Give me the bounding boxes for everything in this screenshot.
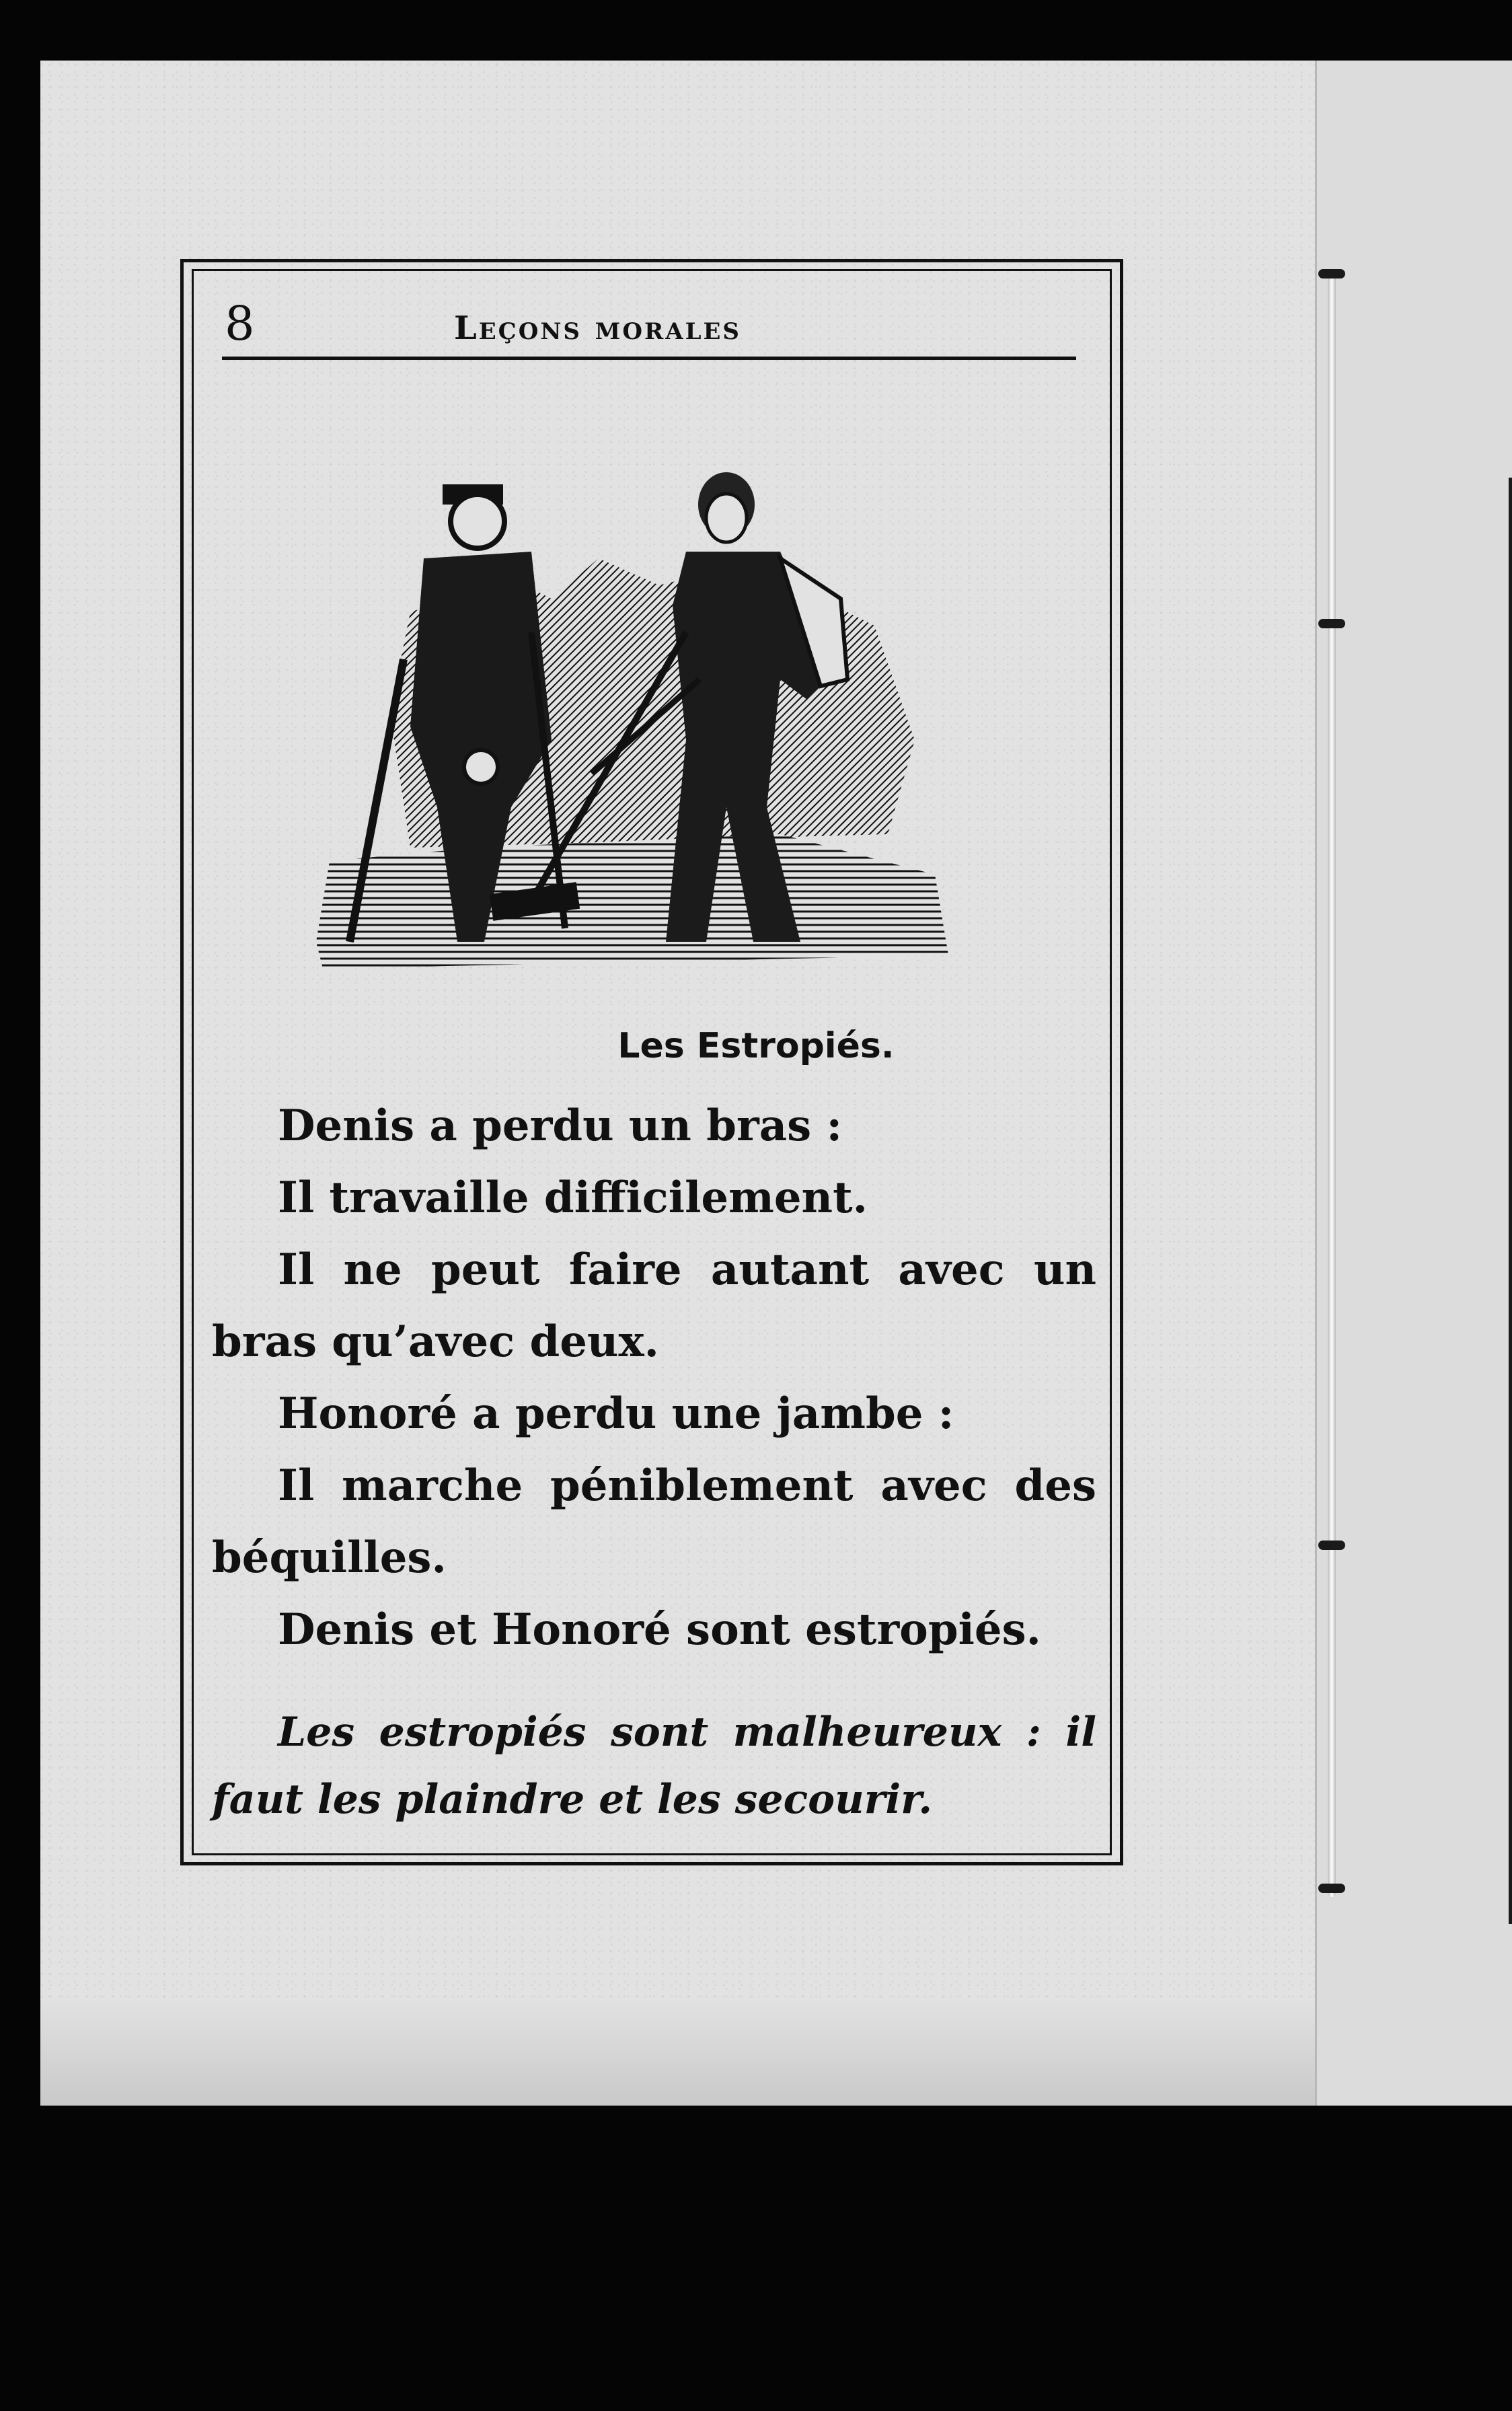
woodcut-illustration — [309, 457, 955, 982]
paragraph: Il travaille difficilement. — [278, 1173, 868, 1223]
paragraph: Honoré a perdu une jambe : — [278, 1388, 954, 1439]
running-header — [222, 296, 1076, 360]
running-title: Leçons morales — [454, 309, 741, 347]
binding-thread — [1318, 269, 1345, 1897]
paragraph: Il ne peut faire autant avec un bras qu’avec deux. — [212, 1245, 1096, 1367]
paragraph: Il marche péniblement avec des béquilles. — [212, 1460, 1096, 1583]
paragraph: Denis a perdu un bras : — [278, 1101, 843, 1151]
page-number: 8 — [225, 296, 255, 351]
paragraph: Denis et Honoré sont estropiés. — [278, 1604, 1041, 1655]
moral-text: Les estropiés sont malheureux : il faut les plaindre et les secourir. — [212, 1709, 1096, 1823]
illustration-caption: Les Estropiés. — [617, 1026, 895, 1066]
lesson-text — [212, 1090, 1096, 1666]
moral-statement — [212, 1699, 1096, 1833]
